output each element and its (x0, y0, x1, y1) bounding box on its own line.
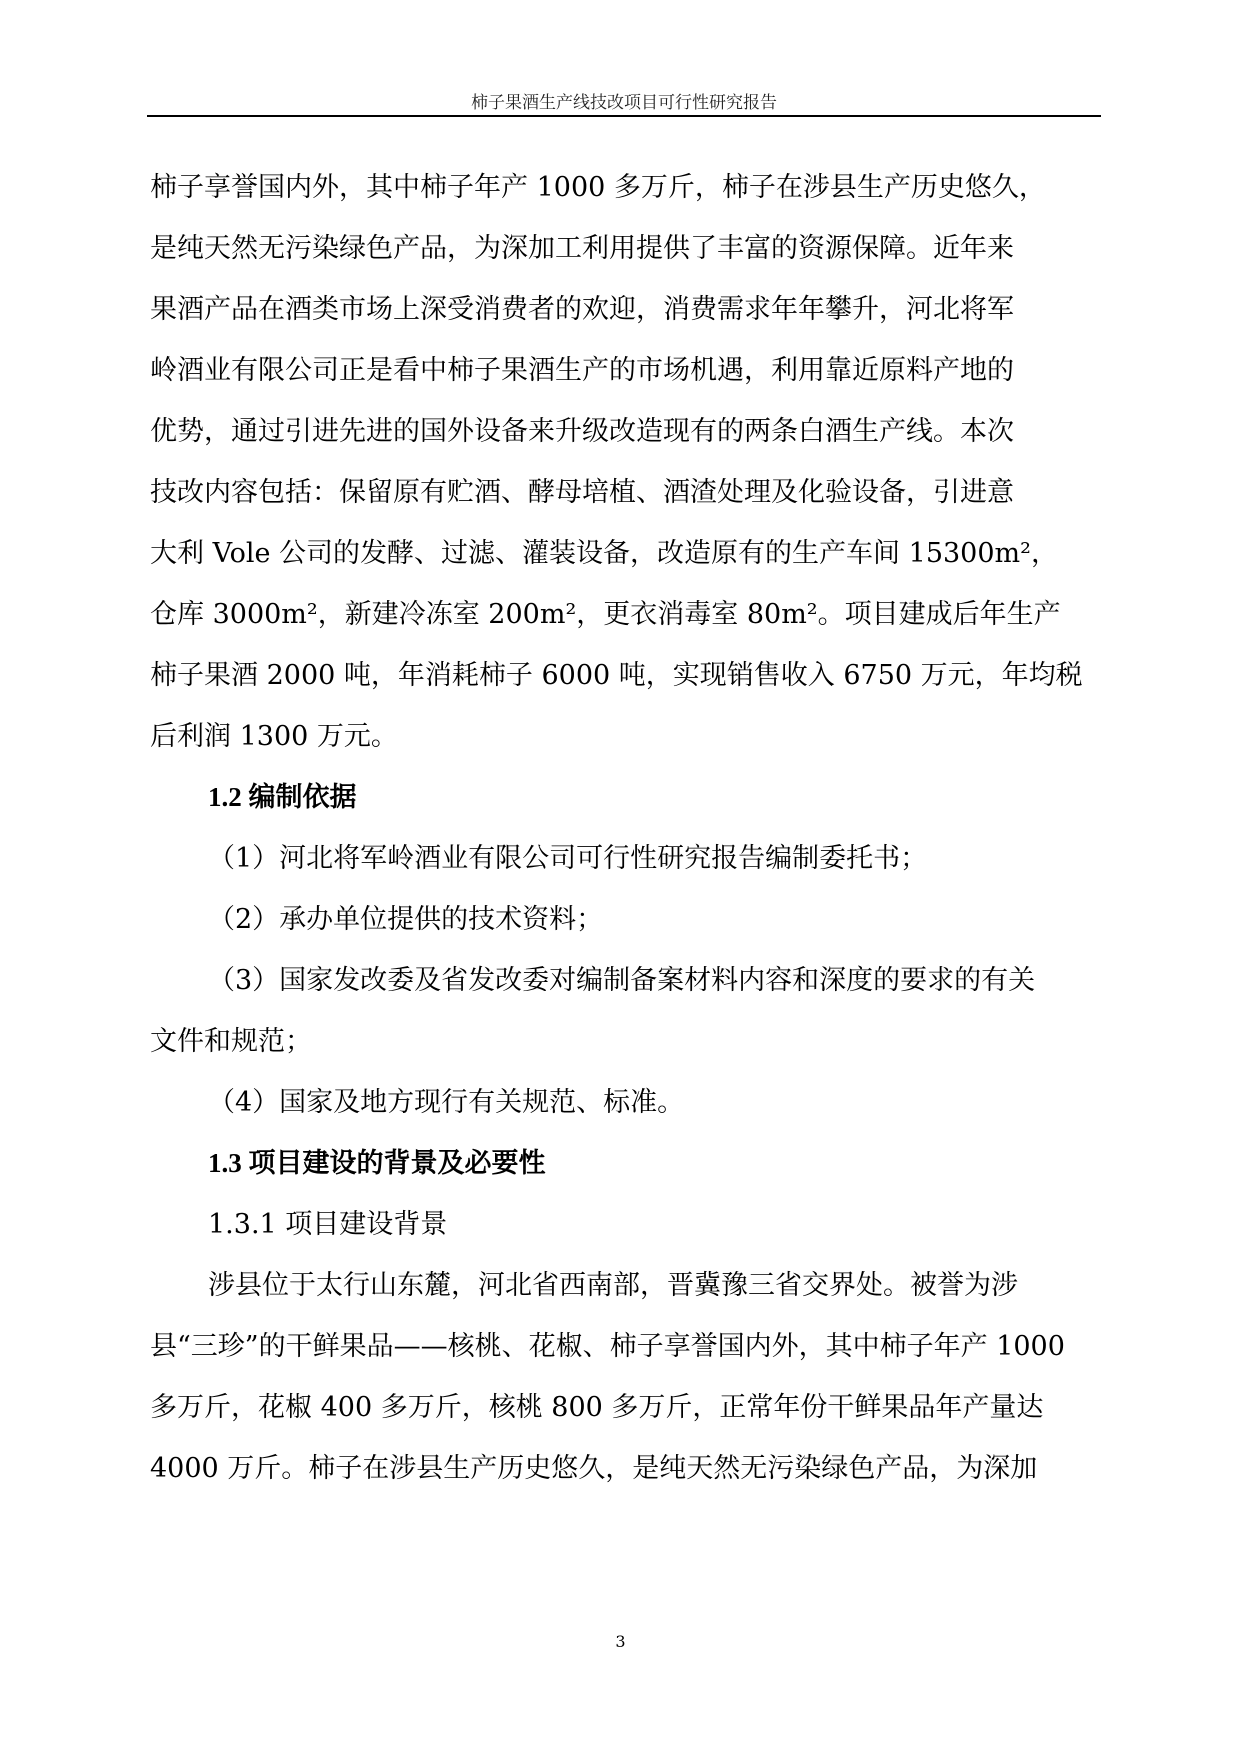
text-line: 岭酒业有限公司正是看中柿子果酒生产的市场机遇，利用靠近原料产地的 (150, 355, 1014, 386)
text-line: 柿子享誉国内外，其中柿子年产 1000 多万斤，柿子在涉县生产历史悠久， (150, 172, 1046, 203)
section-heading-1-2: 1.2 编制依据 (208, 782, 357, 812)
text-line: 优势，通过引进先进的国外设备来升级改造现有的两条白酒生产线。本次 (150, 416, 1014, 447)
background-paragraph (150, 1255, 1095, 1499)
text-line: 果酒产品在酒类市场上深受消费者的欢迎，消费需求年年攀升，河北将军 (150, 294, 1014, 325)
page-number: 3 (615, 1632, 626, 1651)
text-line: 技改内容包括：保留原有贮酒、酵母培植、酒渣处理及化验设备，引进意 (150, 477, 1014, 508)
text-line: 4000 万斤。柿子在涉县生产历史悠久，是纯天然无污染绿色产品，为深加 (150, 1453, 1038, 1484)
list-item: （1）河北将军岭酒业有限公司可行性研究报告编制委托书； (208, 843, 928, 874)
text-line: 后利润 1300 万元。 (150, 721, 398, 752)
list-item: （2）承办单位提供的技术资料； (208, 904, 604, 935)
section-heading-1-3: 1.3 项目建设的背景及必要性 (208, 1148, 546, 1178)
text-line: 柿子果酒 2000 吨，年消耗柿子 6000 吨，实现销售收入 6750 万元，年均税 (150, 660, 1083, 691)
text-line: 涉县位于太行山东麓，河北省西南部，晋冀豫三省交界处。被誉为涉 (208, 1270, 1018, 1301)
list-item-continuation: 文件和规范； (150, 1026, 312, 1057)
running-header: 柿子果酒生产线技改项目可行性研究报告 (471, 93, 777, 113)
text-line: 仓库 3000m²，新建冷冻室 200m²，更衣消毒室 80m²。项目建成后年生产 (150, 599, 1061, 630)
list-item: （4）国家及地方现行有关规范、标准。 (208, 1087, 685, 1118)
document-body (150, 157, 1095, 1499)
header-rule (147, 115, 1101, 117)
text-line: 县“三珍”的干鲜果品——核桃、花椒、柿子享誉国内外，其中柿子年产 1000 (150, 1331, 1065, 1362)
text-line: 是纯天然无污染绿色产品，为深加工利用提供了丰富的资源保障。近年来 (150, 233, 1014, 264)
text-line: 大利 Vole 公司的发酵、过滤、灌装设备，改造原有的生产车间 15300m²， (150, 538, 1058, 569)
intro-paragraph (150, 157, 1095, 767)
subsection-heading-1-3-1: 1.3.1 项目建设背景 (208, 1209, 448, 1240)
list-item: （3）国家发改委及省发改委对编制备案材料内容和深度的要求的有关 (208, 965, 1036, 996)
basis-list (150, 828, 1095, 1133)
text-line: 多万斤，花椒 400 多万斤，核桃 800 多万斤，正常年份干鲜果品年产量达 (150, 1392, 1044, 1423)
